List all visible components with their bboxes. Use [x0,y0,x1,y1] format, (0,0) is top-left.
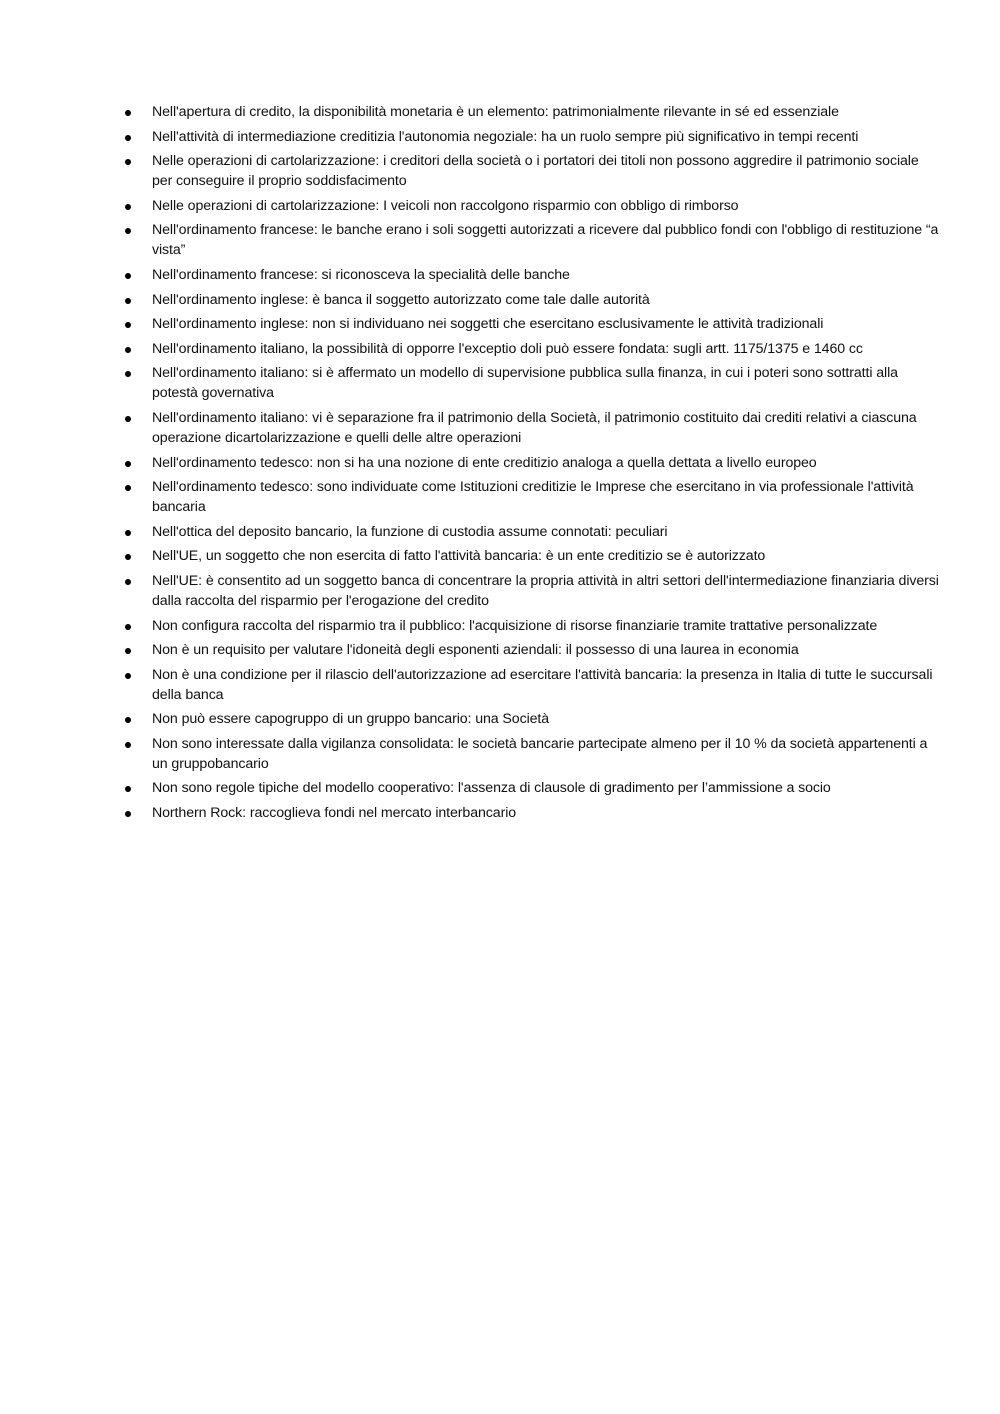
bullet-icon [125,371,131,377]
list-item [120,127,940,147]
bullet-icon [125,579,131,585]
list-item-text: Nell'ordinamento tedesco: sono individuate come Istituzioni creditizie le Imprese che esercitano in via professionale l'attività bancaria [152,479,914,516]
bullet-icon [125,322,131,328]
list-item-text: Non può essere capogruppo di un gruppo bancario: una Società [152,711,550,728]
bullet-icon [125,416,131,422]
bullet-icon [125,110,131,116]
bullet-icon [125,811,131,817]
bullet-icon [125,624,131,630]
list-item [120,102,940,122]
list-item [120,363,940,403]
bullet-icon [125,461,131,467]
list-item [120,339,940,359]
list-item [120,665,940,705]
list-item-text: Nell'ordinamento tedesco: non si ha una nozione di ente creditizio analoga a quella dettata a livello europeo [152,454,817,471]
list-item [120,477,940,517]
list-item [120,616,940,636]
list-item [120,265,940,285]
list-item [120,640,940,660]
list-item [120,522,940,542]
bullet-icon [125,347,131,353]
list-item [120,151,940,191]
list-item [120,196,940,216]
list-item-text: Nell'apertura di credito, la disponibilità monetaria è un elemento: patrimonialmente rilevante in sé ed essenziale [152,104,839,120]
list-item-text: Non è un requisito per valutare l'idoneità degli esponenti aziendali: il possesso di una laurea in economia [152,642,799,659]
list-item-text: Non configura raccolta del risparmio tra il pubblico: l'acquisizione di risorse finanziarie tramite trattative personalizzate [152,617,878,634]
bullet-icon [125,159,131,165]
list-item-text: Northern Rock: raccoglieva fondi nel mercato interbancario [152,805,517,822]
list-item-text: Nelle operazioni di cartolarizzazione: I veicoli non raccolgono risparmio con obbligo di rimborso [152,197,739,214]
list-item-text: Nell'ordinamento inglese: non si individuano nei soggetti che esercitano esclusivamente le attività tradizionali [152,316,824,333]
list-item-text: Non sono regole tipiche del modello cooperativo: l'assenza di clausole di gradimento per l’ammissione a socio [152,780,831,797]
list-item-text: Nell'attività di intermediazione creditizia l'autonomia negoziale: ha un ruolo sempre più significativo in tempi recenti [152,128,859,145]
list-item [120,571,940,611]
bullet-icon [125,742,131,748]
list-item [120,453,940,473]
bullet-icon [125,135,131,141]
list-item-text: Nell'ordinamento francese: le banche erano i soli soggetti autorizzati a ricevere dal pubblico fondi con l'obbligo di restituzione “a vista” [152,222,939,259]
bullet-icon [125,485,131,491]
list-item-text: Nell'ordinamento italiano: vi è separazione fra il patrimonio della Società, il patrimonio costituito dai crediti relativi a ciascuna operazione dicartolarizzazione e quelli delle altre operazioni [152,409,917,446]
list-item [120,778,940,798]
list-item-text: Nell'ordinamento francese: si riconosceva la specialità delle banche [152,266,570,283]
bullet-list [120,102,940,828]
list-item-text: Non sono interessate dalla vigilanza consolidata: le società bancarie partecipate almeno per il 10 % da società appartenenti a un gruppobancario [152,735,928,772]
bullet-icon [125,554,131,560]
list-item [120,220,940,260]
bullet-icon [125,786,131,792]
list-item-text: Nell'UE: è consentito ad un soggetto banca di concentrare la propria attività in altri settori dell'intermediazione finanziaria diversi dalla raccolta del risparmio per l'erogazione del credito [152,572,939,609]
bullet-icon [125,648,131,654]
list-item [120,314,940,334]
list-item [120,709,940,729]
bullet-icon [125,673,131,679]
list-item-text: Non è una condizione per il rilascio dell'autorizzazione ad esercitare l'attività bancaria: la presenza in Italia di tutte le succursali della banca [152,666,933,703]
list-item-text: Nell'UE, un soggetto che non esercita di fatto l'attività bancaria: è un ente creditizio se è autorizzato [152,548,766,565]
list-item [120,290,940,310]
bullet-icon [125,204,131,210]
list-item-text: Nell'ordinamento inglese: è banca il soggetto autorizzato come tale dalle autorità [152,291,650,308]
list-item [120,408,940,448]
list-item [120,734,940,774]
list-item-text: Nelle operazioni di cartolarizzazione: i creditori della società o i portatori dei titoli non possono aggredire il patrimonio sociale per conseguire il proprio soddisfacimento [152,153,919,190]
list-item [120,546,940,566]
bullet-icon [125,530,131,536]
bullet-icon [125,717,131,723]
list-item-text: Nell'ottica del deposito bancario, la funzione di custodia assume connotati: peculiari [152,523,668,540]
list-item [120,803,940,823]
bullet-icon [125,228,131,234]
bullet-icon [125,298,131,304]
bullet-icon [125,273,131,279]
list-item-text: Nell'ordinamento italiano: si è affermato un modello di supervisione pubblica sulla finanza, in cui i poteri sono sottratti alla potestà governativa [152,365,898,402]
list-item-text: Nell'ordinamento italiano, la possibilità di opporre l'exceptio doli può essere fondata: sugli artt. 1175/1375 e 1460 cc [152,340,863,357]
